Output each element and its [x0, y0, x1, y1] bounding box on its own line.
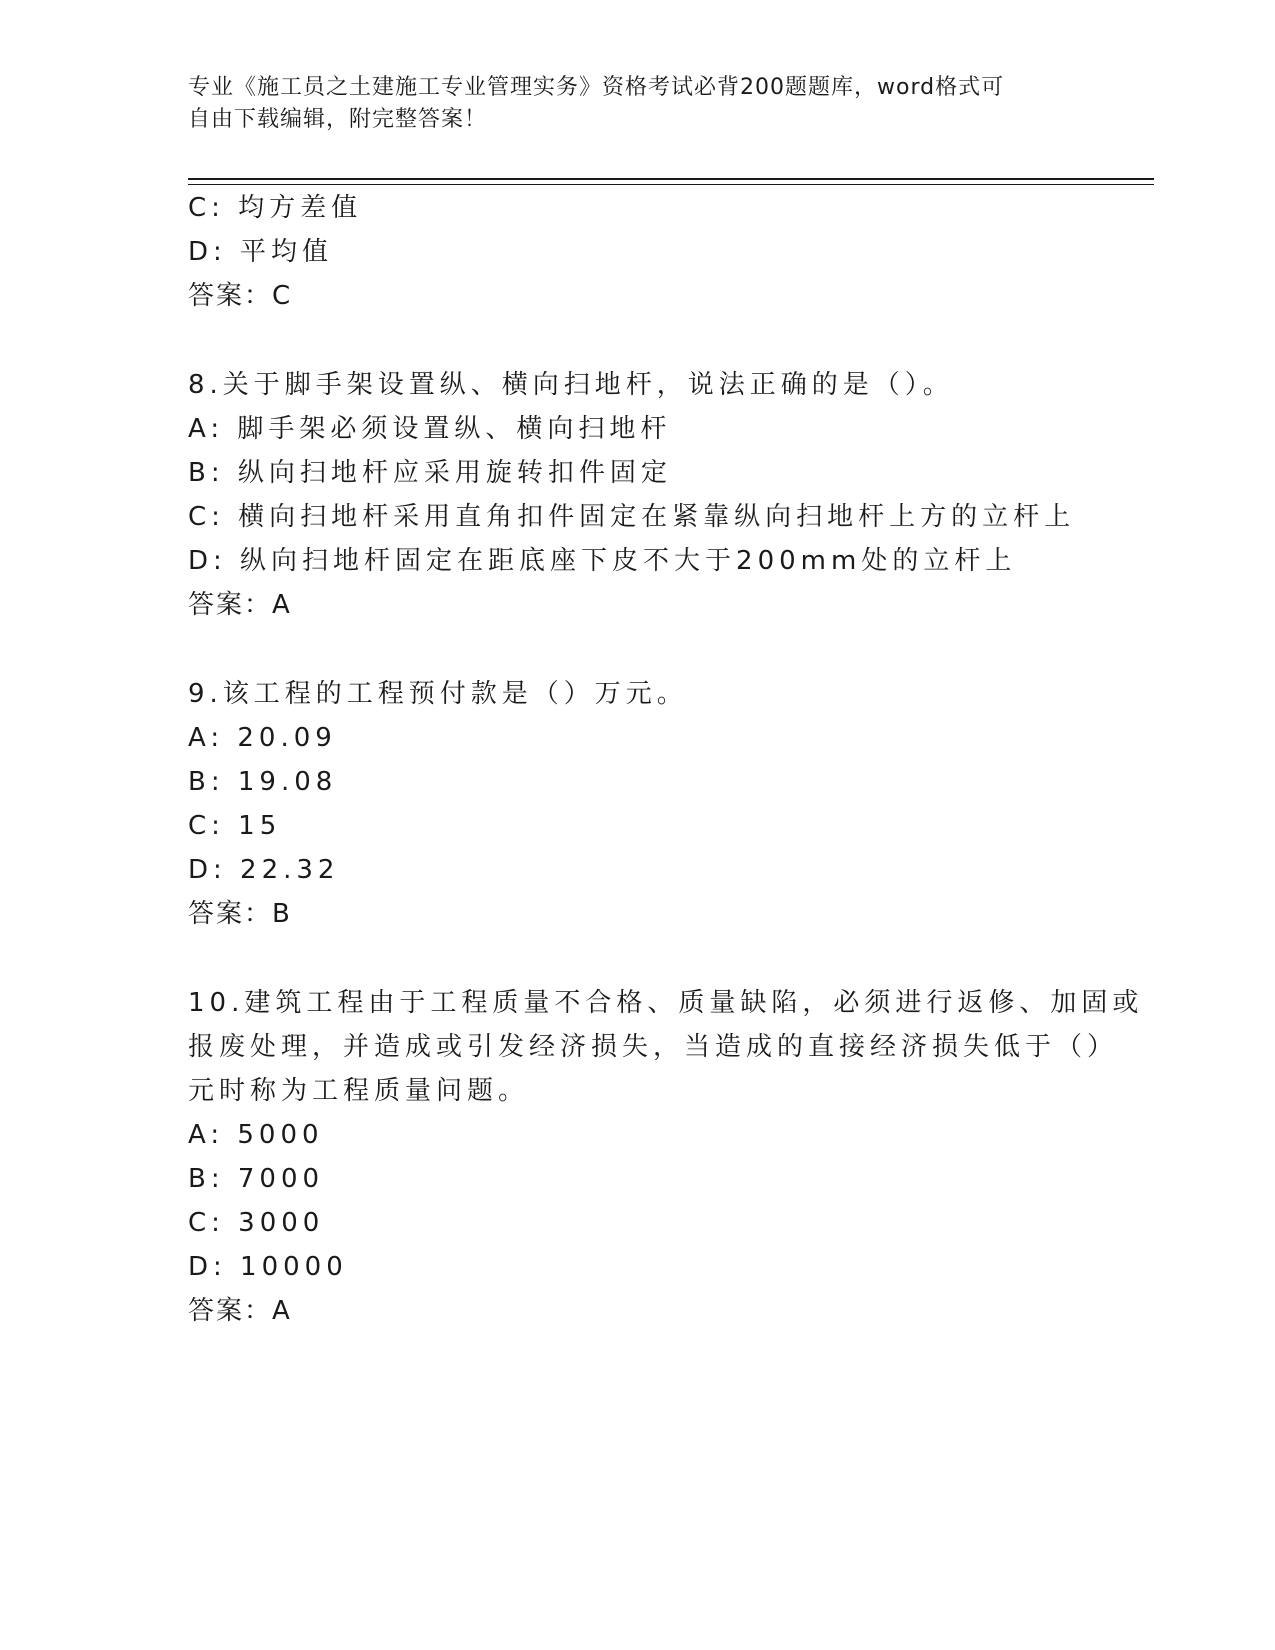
q7-answer: 答案：C [188, 281, 293, 311]
q8-option-c: C: 横向扫地杆采用直角扣件固定在紧靠纵向扫地杆上方的立杆上 [188, 502, 1076, 532]
header-line-2: 自由下载编辑，附完整答案！ [188, 107, 488, 132]
q10-option-a: A: 5000 [188, 1120, 324, 1150]
q8-answer: 答案：A [188, 590, 292, 620]
q10-option-d: D: 10000 [188, 1252, 348, 1282]
q9-stem: 9.该工程的工程预付款是（）万元。 [188, 679, 688, 709]
header-divider-thin [188, 184, 1154, 185]
q9-option-b: B: 19.08 [188, 767, 338, 797]
q9-option-a: A: 20.09 [188, 723, 337, 753]
q10-answer: 答案：A [188, 1296, 292, 1326]
q8-option-a: A: 脚手架必须设置纵、横向扫地杆 [188, 414, 672, 444]
q9-answer: 答案：B [188, 899, 292, 929]
header-divider-thick [188, 178, 1154, 180]
q10-option-b: B: 7000 [188, 1164, 325, 1194]
q8-option-d: D: 纵向扫地杆固定在距底座下皮不大于200mm处的立杆上 [188, 546, 1017, 576]
q10-stem-line-2: 报废处理，并造成或引发经济损失，当造成的直接经济损失低于（） [188, 1032, 1119, 1062]
q8-option-b: B: 纵向扫地杆应采用旋转扣件固定 [188, 458, 672, 488]
q7-option-c: C: 均方差值 [188, 193, 363, 223]
q10-option-c: C: 3000 [188, 1208, 325, 1238]
q7-option-d: D: 平均值 [188, 237, 334, 267]
q10-stem-line-3: 元时称为工程质量问题。 [188, 1076, 530, 1106]
q8-stem: 8.关于脚手架设置纵、横向扫地杆，说法正确的是（）。 [188, 370, 954, 400]
document-header [188, 72, 1088, 136]
header-line-1: 专业《施工员之土建施工专业管理实务》资格考试必背200题题库，word格式可 [188, 75, 1005, 100]
q9-option-d: D: 22.32 [188, 855, 340, 885]
q10-stem-line-1: 10.建筑工程由于工程质量不合格、质量缺陷，必须进行返修、加固或 [188, 988, 1144, 1018]
q9-option-c: C: 15 [188, 811, 282, 841]
